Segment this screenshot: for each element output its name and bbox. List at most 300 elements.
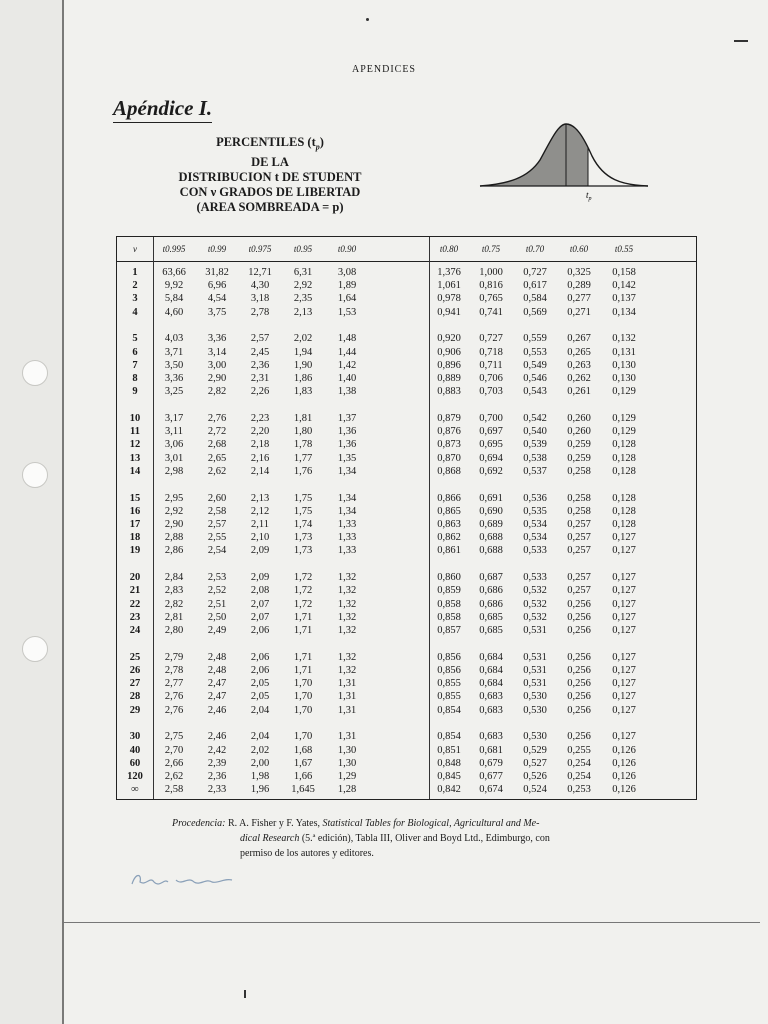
page-bottom-edge	[62, 922, 760, 923]
table-cell: 0,256	[567, 598, 591, 610]
table-cell: 2,65	[207, 452, 227, 464]
table-cell: 1,53	[337, 306, 357, 318]
table-cell: 0,854	[437, 704, 461, 716]
table-cell: 1,71	[293, 651, 313, 663]
table-cell: 0,131	[612, 346, 636, 358]
table-cell: 0,130	[612, 359, 636, 371]
table-cell: 3,18	[250, 293, 270, 305]
table-cell: 12,71	[248, 267, 272, 278]
table-cell: 0,857	[437, 625, 461, 636]
table-cell: 2,14	[250, 465, 270, 477]
table-cell: 3,71	[164, 346, 184, 358]
table-cell: 2,58	[207, 505, 227, 517]
table-cell: 2,77	[164, 678, 184, 690]
table-cell: 0,262	[567, 373, 591, 384]
table-cell: 0,536	[523, 492, 547, 504]
table-cell: 2,54	[207, 545, 227, 557]
table-cell: 0,691	[479, 492, 503, 504]
table-cell: 2,50	[207, 611, 227, 623]
table-cell: 0,256	[567, 704, 591, 716]
table-cell: 0,126	[612, 771, 636, 782]
table-cell: 1,34	[337, 492, 357, 504]
table-cell: 2,79	[164, 651, 184, 663]
table-cell: 2,62	[207, 465, 227, 477]
df-value: 25	[129, 651, 141, 663]
table-cell: 1,29	[337, 771, 357, 782]
table-cell: 0,130	[612, 373, 636, 384]
table-cell: 0,700	[479, 413, 503, 424]
column-header: t0.975	[248, 244, 272, 254]
table-cell: 2,42	[207, 744, 227, 756]
table-cell: 0,132	[612, 333, 636, 345]
table-cell: 1,94	[293, 346, 313, 358]
df-value: 21	[129, 585, 141, 597]
table-cell: 1,40	[337, 373, 357, 384]
table-cell: 1,32	[337, 598, 357, 610]
table-cell: 0,686	[479, 585, 503, 597]
table-cell: 0,127	[612, 691, 636, 703]
table-cell: 2,36	[250, 359, 270, 371]
df-value: 28	[129, 691, 141, 703]
table-cell: 0,860	[437, 572, 461, 584]
table-cell: 3,25	[164, 386, 184, 398]
table-cell: 3,01	[164, 452, 184, 464]
table-cell: 2,92	[293, 280, 313, 292]
table-cell: 2,83	[164, 585, 184, 597]
table-cell: 0,584	[523, 293, 547, 305]
df-value: 22	[129, 598, 141, 610]
table-cell: 0,688	[479, 532, 503, 544]
table-cell: 0,259	[567, 452, 591, 464]
table-cell: 2,57	[250, 333, 270, 345]
table-cell: 0,686	[479, 598, 503, 610]
table-cell: 0,677	[479, 771, 503, 782]
table-cell: 0,851	[437, 744, 461, 756]
running-header: APENDICES	[351, 64, 416, 75]
table-cell: 0,127	[612, 731, 636, 743]
table-cell: 0,254	[567, 771, 591, 782]
table-cell: 3,14	[207, 346, 227, 358]
table-cell: 1,96	[250, 784, 270, 796]
table-cell: 2,48	[207, 665, 227, 676]
table-cell: 0,533	[523, 572, 547, 584]
table-cell: 2,53	[207, 572, 227, 584]
table-cell: 0,684	[479, 678, 503, 690]
appendix-title: Apéndice I.	[113, 96, 212, 123]
df-value: 17	[129, 519, 141, 530]
df-value: 20	[129, 572, 141, 584]
table-cell: 1,70	[293, 678, 313, 690]
table-cell: 0,559	[523, 333, 547, 345]
table-cell: 2,49	[207, 625, 227, 636]
table-cell: 1,78	[293, 439, 313, 451]
table-cell: 0,265	[567, 346, 591, 358]
table-cell: 0,718	[479, 346, 503, 358]
df-value: 24	[129, 625, 141, 636]
table-cell: 0,706	[479, 373, 503, 384]
column-header: t0.95	[293, 244, 313, 254]
speck	[244, 990, 246, 998]
table-cell: 0,569	[523, 306, 547, 318]
table-cell: 1,70	[293, 704, 313, 716]
caption-line-3: DISTRIBUCION t DE STUDENT	[178, 169, 362, 184]
table-cell: 2,33	[207, 784, 227, 796]
table-cell: 2,16	[250, 452, 270, 464]
table-cell: 0,534	[523, 532, 547, 544]
table-cell: 0,263	[567, 359, 591, 371]
table-cell: 2,95	[164, 492, 184, 504]
df-value: 8	[132, 373, 138, 384]
table-cell: 2,07	[250, 611, 270, 623]
table-cell: 0,727	[523, 267, 547, 278]
table-cell: 2,51	[207, 598, 227, 610]
table-cell: 1,32	[337, 651, 357, 663]
table-cell: 0,855	[437, 691, 461, 703]
table-cell: 0,694	[479, 452, 503, 464]
table-cell: 0,685	[479, 611, 503, 623]
table-cell: 3,50	[164, 359, 184, 371]
caption-line-2: DE LA	[251, 154, 289, 169]
df-value: 18	[129, 532, 141, 544]
table-cell: 2,98	[164, 465, 184, 477]
source-note	[172, 816, 647, 861]
table-cell: 1,33	[337, 545, 357, 557]
table-cell: 2,78	[250, 306, 270, 318]
table-cell: 2,46	[207, 731, 227, 743]
table-cell: 0,524	[523, 784, 547, 796]
table-cell: 1,98	[250, 771, 270, 782]
table-cell: 0,529	[523, 744, 547, 756]
table-cell: 2,78	[164, 665, 184, 676]
table-cell: 0,692	[479, 465, 503, 477]
table-cell: 0,703	[479, 386, 503, 398]
table-cell: 2,04	[250, 704, 270, 716]
table-cell: 0,267	[567, 333, 591, 345]
table-cell: 0,257	[567, 585, 591, 597]
table-cell: 2,06	[250, 625, 270, 636]
table-cell: 0,870	[437, 452, 461, 464]
table-cell: 0,690	[479, 505, 503, 517]
table-cell: 2,70	[164, 744, 184, 756]
table-cell: 2,02	[293, 333, 313, 345]
table-cell: 2,05	[250, 678, 270, 690]
table-cell: 3,11	[165, 426, 183, 438]
source-line-1: Procedencia: R. A. Fisher y F. Yates, Statistical Tables for Biological, Agricultural and Me-	[172, 818, 540, 829]
table-cell: 0,128	[612, 452, 636, 464]
table-cell: 1,44	[337, 346, 357, 358]
df-value: ∞	[131, 784, 139, 796]
df-value: 10	[129, 413, 141, 424]
table-cell: 1,72	[293, 585, 313, 597]
table-cell: 2,26	[250, 386, 270, 398]
table-cell: 0,255	[567, 744, 591, 756]
table-cell: 0,127	[612, 625, 636, 636]
table-cell: 0,256	[567, 731, 591, 743]
table-cell: 1,33	[337, 532, 357, 544]
table-cell: 2,09	[250, 572, 270, 584]
table-cell: 2,57	[207, 519, 227, 530]
table-cell: 0,526	[523, 771, 547, 782]
table-cell: 1,89	[337, 280, 357, 292]
table-cell: 0,685	[479, 625, 503, 636]
table-cell: 2,09	[250, 545, 270, 557]
table-cell: 2,00	[250, 757, 270, 769]
df-header: ν	[133, 244, 137, 254]
table-cell: 1,38	[337, 386, 357, 398]
df-value: 4	[132, 306, 138, 318]
table-cell: 2,05	[250, 691, 270, 703]
table-cell: 0,688	[479, 545, 503, 557]
table-cell: 0,543	[523, 386, 547, 398]
table-cell: 1,75	[293, 505, 313, 517]
table-cell: 0,531	[523, 678, 547, 690]
table-cell: 0,856	[437, 665, 461, 676]
speck	[366, 18, 369, 21]
table-cell: 0,617	[523, 280, 547, 292]
table-cell: 0,845	[437, 771, 461, 782]
table-cell: 2,23	[250, 413, 270, 424]
table-cell: 1,70	[293, 731, 313, 743]
table-cell: 2,60	[207, 492, 227, 504]
table-cell: 2,75	[164, 731, 184, 743]
table-cell: 1,90	[293, 359, 313, 371]
source-line-2: dical Research (5.ª edición), Tabla III, Oliver and Boyd Ltd., Edimburgo, con	[240, 833, 550, 844]
table-cell: 0,127	[612, 611, 636, 623]
table-cell: 0,128	[612, 465, 636, 477]
table-cell: 0,532	[523, 611, 547, 623]
column-header: t0.99	[207, 244, 227, 254]
table-cell: 31,82	[205, 267, 229, 278]
table-cell: 1,72	[293, 598, 313, 610]
table-cell: 0,256	[567, 665, 591, 676]
df-value: 7	[132, 359, 138, 371]
table-cell: 1,81	[293, 413, 313, 424]
column-header: t0.55	[614, 244, 634, 254]
tp-label: $t_p$	[586, 190, 592, 202]
table-cell: 1,35	[337, 452, 357, 464]
table-cell: 0,842	[437, 784, 461, 796]
punch-hole	[22, 360, 48, 386]
table-cell: 0,816	[479, 280, 503, 292]
table-cell: 6,96	[207, 280, 227, 292]
table-cell: 0,256	[567, 651, 591, 663]
table-cell: 1,645	[291, 784, 315, 796]
table-cell: 0,855	[437, 678, 461, 690]
table-cell: 2,07	[250, 598, 270, 610]
table-cell: 0,859	[437, 585, 461, 597]
table-cell: 0,856	[437, 651, 461, 663]
table-cell: 0,531	[523, 665, 547, 676]
table-cell: 0,253	[567, 784, 591, 796]
table-cell: 0,549	[523, 359, 547, 371]
table-cell: 0,684	[479, 651, 503, 663]
table-cell: 0,858	[437, 611, 461, 623]
table-cell: 0,254	[567, 757, 591, 769]
table-cell: 2,52	[207, 585, 227, 597]
table-cell: 1,32	[337, 572, 357, 584]
table-cell: 1,72	[293, 572, 313, 584]
df-value: 26	[129, 665, 141, 676]
table-cell: 2,86	[164, 545, 184, 557]
table-cell: 0,128	[612, 439, 636, 451]
table-cell: 0,542	[523, 413, 547, 424]
column-header: t0.995	[162, 244, 186, 254]
df-value: 2	[132, 280, 138, 292]
table-cell: 1,28	[337, 784, 357, 796]
table-cell: 2,58	[164, 784, 184, 796]
table-cell: 1,86	[293, 373, 313, 384]
table-cell: 1,73	[293, 545, 313, 557]
table-cell: 4,60	[164, 306, 184, 318]
table-cell: 1,376	[437, 267, 461, 278]
table-cell: 0,258	[567, 505, 591, 517]
table-cell: 0,126	[612, 744, 636, 756]
table-cell: 1,77	[293, 452, 313, 464]
table-cell: 0,142	[612, 280, 636, 292]
table-cell: 2,76	[164, 704, 184, 716]
table-cell: 2,66	[164, 757, 184, 769]
punch-hole	[22, 636, 48, 662]
table-cell: 3,08	[337, 267, 357, 278]
table-cell: 63,66	[162, 267, 186, 278]
table-cell: 0,258	[567, 465, 591, 477]
punch-hole	[22, 462, 48, 488]
table-cell: 0,546	[523, 373, 547, 384]
df-value: 12	[129, 439, 141, 451]
table-cell: 0,127	[612, 585, 636, 597]
handwritten-scribble	[128, 868, 238, 892]
table-cell: 0,277	[567, 293, 591, 305]
table-cell: 0,920	[437, 333, 461, 345]
table-cell: 0,137	[612, 293, 636, 305]
table-cell: 0,127	[612, 678, 636, 690]
column-header: t0.90	[337, 244, 357, 254]
table-cell: 6,31	[293, 267, 313, 278]
df-value: 27	[129, 678, 141, 690]
table-cell: 1,74	[293, 519, 313, 530]
df-value: 9	[132, 386, 138, 398]
table-cell: 2,11	[251, 519, 269, 530]
table-cell: 0,765	[479, 293, 503, 305]
table-cell: 0,257	[567, 572, 591, 584]
table-cell: 9,92	[164, 280, 184, 292]
df-value: 23	[129, 611, 141, 623]
table-cell: 2,12	[250, 505, 270, 517]
table-cell: 0,256	[567, 611, 591, 623]
table-cell: 0,687	[479, 572, 503, 584]
table-cell: 2,47	[207, 678, 227, 690]
table-cell: 0,868	[437, 465, 461, 477]
table-cell: 1,32	[337, 665, 357, 676]
table-cell: 1,42	[337, 359, 357, 371]
df-value: 14	[129, 465, 141, 477]
table-cell: 0,256	[567, 691, 591, 703]
table-cell: 1,66	[293, 771, 313, 782]
table-cell: 1,061	[437, 280, 461, 292]
table-cell: 0,941	[437, 306, 461, 318]
table-cell: 0,862	[437, 532, 461, 544]
table-cell: 1,68	[293, 744, 313, 756]
table-cell: 0,158	[612, 267, 636, 278]
table-cell: 0,259	[567, 439, 591, 451]
table-cell: 2,20	[250, 426, 270, 438]
df-value: 40	[129, 744, 141, 756]
column-header: t0.60	[569, 244, 589, 254]
df-value: 6	[132, 346, 138, 358]
table-cell: 1,32	[337, 585, 357, 597]
column-header: t0.70	[525, 244, 545, 254]
table-cell: 2,46	[207, 704, 227, 716]
table-cell: 1,48	[337, 333, 357, 345]
table-cell: 0,256	[567, 678, 591, 690]
table-cell: 0,531	[523, 625, 547, 636]
source-line-3: permiso de los autores y editores.	[240, 848, 374, 859]
table-cell: 1,71	[293, 611, 313, 623]
table-cell: 0,896	[437, 359, 461, 371]
table-cell: 1,36	[337, 426, 357, 438]
column-header: t0.80	[439, 244, 459, 254]
table-cell: 0,258	[567, 492, 591, 504]
table-cell: 1,64	[337, 293, 357, 305]
table-cell: 2,06	[250, 651, 270, 663]
table-cell: 4,54	[207, 293, 227, 305]
table-cell: 0,533	[523, 545, 547, 557]
table-cell: 1,76	[293, 465, 313, 477]
table-cell: 0,127	[612, 545, 636, 557]
table-cell: 0,679	[479, 757, 503, 769]
table-cell: 0,695	[479, 439, 503, 451]
caption-line-1: PERCENTILES $(t_p)$	[216, 135, 324, 152]
table-cell: 0,534	[523, 519, 547, 530]
table-cell: 1,67	[293, 757, 313, 769]
table-cell: 4,03	[164, 333, 184, 345]
table-cell: 0,530	[523, 704, 547, 716]
table-cell: 0,741	[479, 306, 503, 318]
table-cell: 0,697	[479, 426, 503, 438]
table-cell: 2,90	[164, 519, 184, 530]
shaded-area	[480, 124, 588, 186]
table-cell: 0,537	[523, 465, 547, 477]
table-cell: 1,31	[337, 704, 357, 716]
table-cell: 0,257	[567, 519, 591, 530]
table-cell: 1,73	[293, 532, 313, 544]
table-cell: 2,06	[250, 665, 270, 676]
table-cell: 0,848	[437, 757, 461, 769]
table-cell: 0,535	[523, 505, 547, 517]
table-cell: 2,13	[293, 306, 313, 318]
table-cell: 1,34	[337, 465, 357, 477]
table-cell: 0,906	[437, 346, 461, 358]
table-cell: 2,18	[250, 439, 270, 451]
table-cell: 2,81	[164, 611, 184, 623]
table-cell: 2,92	[164, 505, 184, 517]
table-cell: 1,33	[337, 519, 357, 530]
table-cell: 0,858	[437, 598, 461, 610]
table-cell: 0,127	[612, 572, 636, 584]
df-value: 1	[132, 267, 138, 278]
table-cell: 0,876	[437, 426, 461, 438]
table-cell: 0,683	[479, 704, 503, 716]
table-cell: 1,37	[337, 413, 357, 424]
table-cell: 2,45	[250, 346, 270, 358]
table-cell: 0,866	[437, 492, 461, 504]
table-cell: 2,90	[207, 373, 227, 384]
table-cell: 0,289	[567, 280, 591, 292]
table-cell: 2,80	[164, 625, 184, 636]
table-cell: 1,31	[337, 731, 357, 743]
table-cell: 0,126	[612, 784, 636, 796]
df-value: 30	[129, 731, 141, 743]
